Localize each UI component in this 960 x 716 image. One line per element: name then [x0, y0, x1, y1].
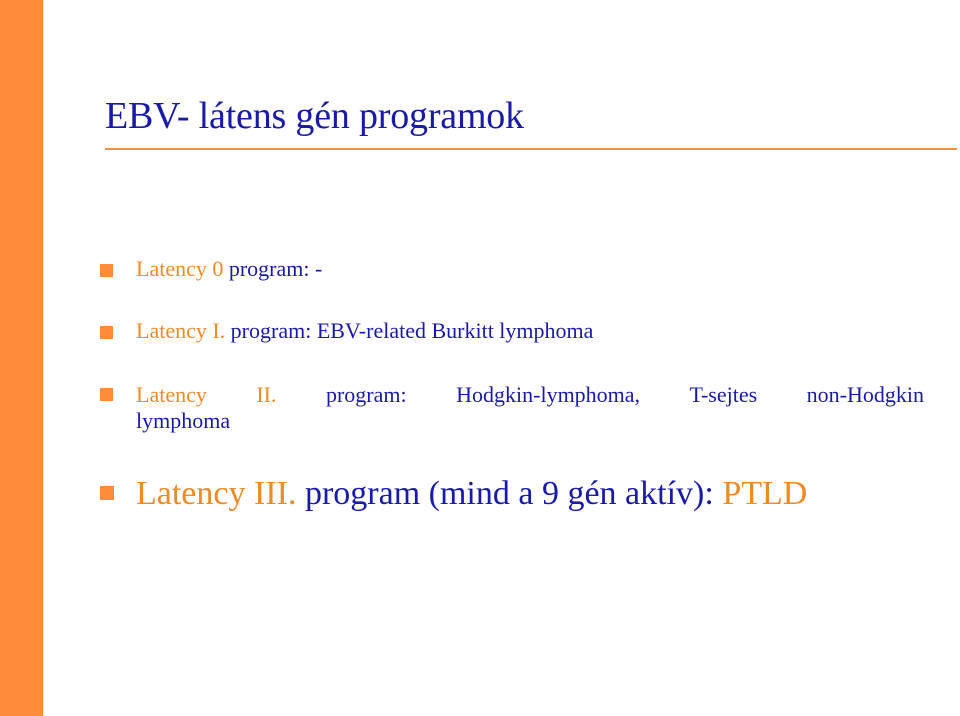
latency-label: Latency: [136, 382, 207, 407]
program-text: program: -: [223, 256, 323, 281]
square-bullet-icon: [100, 326, 113, 339]
square-bullet-icon: [100, 264, 113, 277]
square-bullet-icon: [100, 486, 114, 500]
latency-label: Latency III.: [136, 475, 297, 512]
list-item-latency-3: [136, 475, 807, 513]
title-underline: [105, 148, 957, 150]
latency-2-continuation: lymphoma: [136, 408, 231, 433]
list-item-latency-0: [136, 256, 322, 282]
ptld-label: PTLD: [722, 475, 808, 512]
program-word: non-Hodgkin: [806, 382, 924, 407]
program-word: Hodgkin-lymphoma,: [456, 382, 641, 407]
square-bullet-icon: [100, 388, 113, 401]
list-item-latency-2: [136, 382, 924, 434]
list-item-latency-1: [136, 318, 593, 344]
latency-label: Latency I.: [136, 318, 226, 343]
slide-title: EBV- látens gén programok: [105, 95, 524, 137]
program-text: program: EBV-related Burkitt lymphoma: [225, 318, 594, 343]
latency-label: Latency 0: [136, 256, 224, 281]
left-accent-bar: [0, 0, 43, 716]
program-word: T-sejtes: [689, 382, 758, 407]
program-text: program (mind a 9 gén aktív):: [296, 475, 723, 512]
latency-label-number: II.: [256, 382, 277, 407]
latency-2-line: [136, 382, 924, 408]
program-word: program:: [325, 382, 407, 407]
